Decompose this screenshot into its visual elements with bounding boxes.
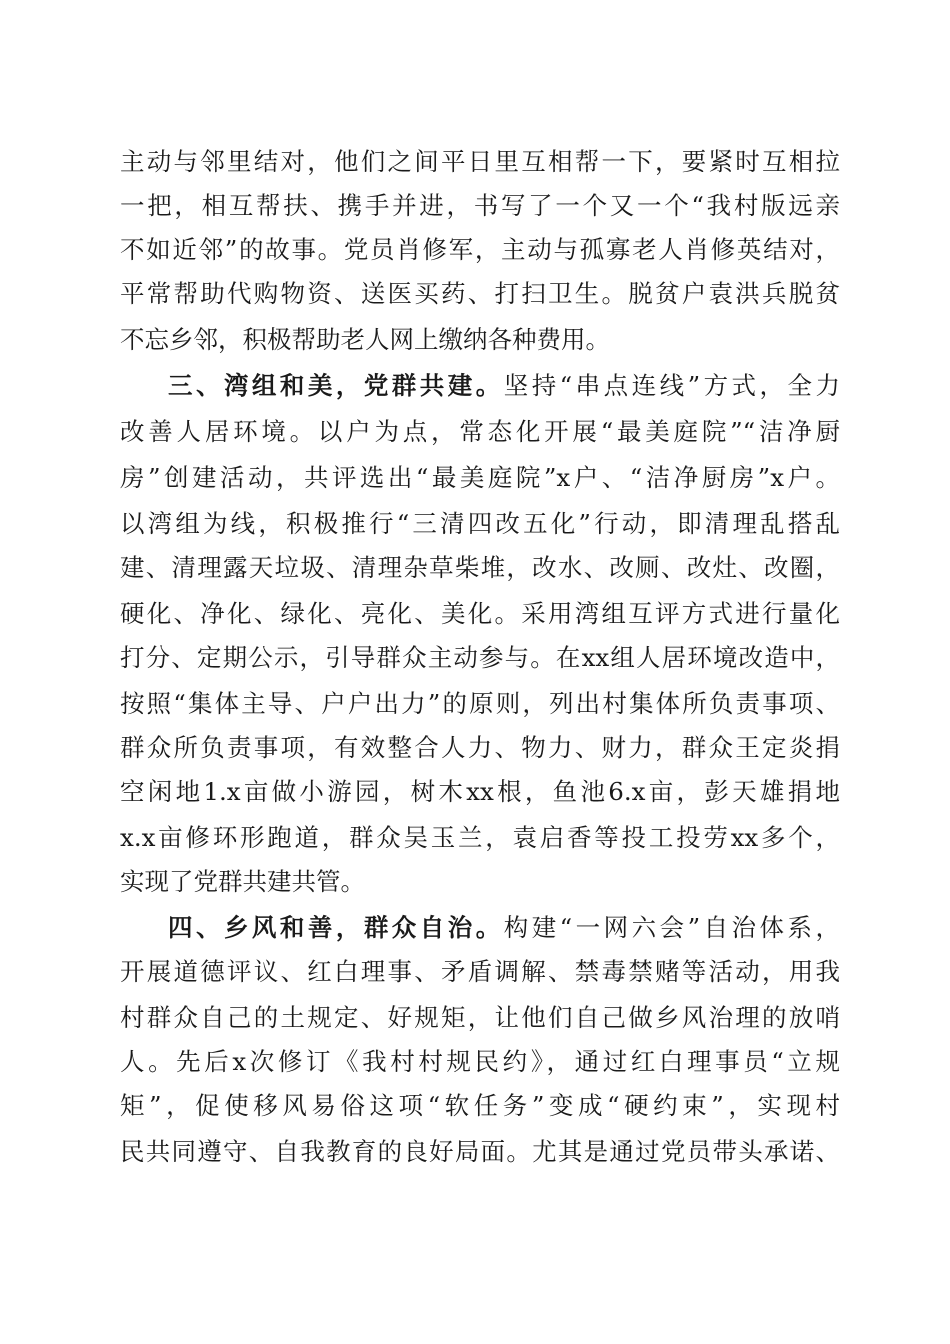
- paragraph-line: 村群众自己的土规定、好规矩，让他们自己做乡风治理的放哨: [120, 1003, 840, 1032]
- paragraph-line: 打分、定期公示，引导群众主动参与。在xx组人居环境改造中，: [120, 643, 840, 672]
- section-heading: 三、湾组和美，党群共建。: [168, 371, 504, 400]
- paragraph-line: 实现了党群共建共管。: [120, 867, 365, 896]
- section-4-first-line: [168, 906, 840, 950]
- paragraph-line: 群众所负责事项，有效整合人力、物力、财力，群众王定炎捐: [120, 733, 840, 762]
- paragraph-line: 矩”，促使移风易俗这项“软任务”变成“硬约束”，实现村: [120, 1091, 840, 1120]
- paragraph-line: 按照“集体主导、户户出力”的原则，列出村集体所负责事项、: [120, 689, 840, 718]
- paragraph-line: 一把，相互帮扶、携手并进，书写了一个又一个“我村版远亲: [120, 191, 840, 220]
- section-text: 坚持“串点连线”方式，全力: [503, 371, 840, 400]
- paragraph-line: 房”创建活动，共评选出“最美庭院”x户、“洁净厨房”x户。: [120, 463, 840, 492]
- paragraph-line: 人。先后x次修订《我村村规民约》，通过红白理事员“立规: [120, 1047, 840, 1076]
- paragraph-line: x.x亩修环形跑道，群众吴玉兰，袁启香等投工投劳xx多个，: [120, 823, 840, 852]
- section-text: 构建“一网六会”自治体系，: [503, 913, 840, 942]
- paragraph-line: 改善人居环境。以户为点，常态化开展“最美庭院”“洁净厨: [120, 417, 840, 446]
- paragraph-line: 不如近邻”的故事。党员肖修军，主动与孤寡老人肖修英结对，: [120, 235, 840, 264]
- paragraph-line: 以湾组为线，积极推行“三清四改五化”行动，即清理乱搭乱: [120, 509, 840, 538]
- paragraph-line: 主动与邻里结对，他们之间平日里互相帮一下，要紧时互相拉: [120, 147, 840, 176]
- section-heading: 四、乡风和善，群众自治。: [168, 913, 504, 942]
- paragraph-line: 空闲地1.x亩做小游园，树木xx根，鱼池6.x亩，彭天雄捐地: [120, 777, 840, 806]
- paragraph-line: 平常帮助代购物资、送医买药、打扫卫生。脱贫户袁洪兵脱贫: [120, 279, 840, 308]
- paragraph-line: 民共同遵守、自我教育的良好局面。尤其是通过党员带头承诺、: [120, 1137, 840, 1166]
- paragraph-line: 不忘乡邻，积极帮助老人网上缴纳各种费用。: [120, 325, 610, 354]
- paragraph-line: 开展道德评议、红白理事、矛盾调解、禁毒禁赌等活动，用我: [120, 957, 840, 986]
- section-3-first-line: [168, 364, 840, 408]
- paragraph-line: 建、清理露天垃圾、清理杂草柴堆，改水、改厕、改灶、改圈，: [120, 553, 840, 582]
- paragraph-line: 硬化、净化、绿化、亮化、美化。采用湾组互评方式进行量化: [120, 599, 840, 628]
